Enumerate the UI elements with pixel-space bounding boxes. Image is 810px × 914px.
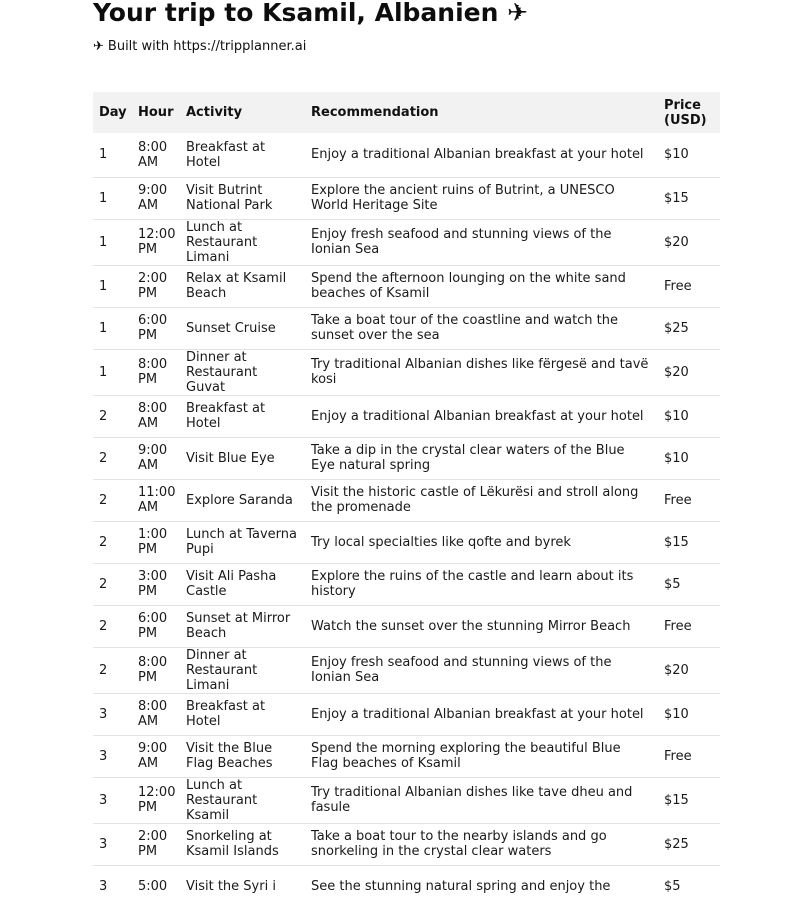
cell-activity: Breakfast at Hotel: [180, 693, 305, 735]
cell-activity: Dinner at Restaurant Limani: [180, 647, 305, 693]
table-row: [93, 349, 720, 395]
cell-hour: 3:00 PM: [132, 563, 180, 605]
cell-day: 1: [93, 177, 132, 219]
table-row: [93, 605, 720, 647]
table-row: [93, 177, 720, 219]
cell-activity: Sunset Cruise: [180, 307, 305, 349]
cell-activity: Lunch at Taverna Pupi: [180, 521, 305, 563]
cell-price: Free: [658, 735, 720, 777]
cell-recommendation: Enjoy fresh seafood and stunning views of the Ionian Sea: [305, 647, 658, 693]
cell-hour: 8:00 AM: [138, 139, 168, 170]
cell-hour: 2:00 PM: [132, 823, 180, 865]
cell-price: Free: [658, 479, 720, 521]
table-row: [93, 219, 720, 265]
cell-day: 3: [93, 693, 132, 735]
cell-recommendation: Enjoy a traditional Albanian breakfast at your hotel: [305, 693, 658, 735]
header-recommendation: Recommendation: [311, 105, 439, 120]
cell-price: $20: [658, 219, 720, 265]
table-row: [93, 777, 720, 823]
cell-price: $15: [658, 177, 720, 219]
cell-recommendation: Explore the ancient ruins of Butrint, a UNESCO World Heritage Site: [305, 177, 658, 219]
cell-day: 2: [93, 479, 132, 521]
cell-activity: Relax at Ksamil Beach: [180, 265, 305, 307]
cell-hour: 12:00 PM: [132, 219, 180, 265]
cell-recommendation: Try traditional Albanian dishes like tave dheu and fasule: [305, 777, 658, 823]
cell-day: 3: [93, 777, 132, 823]
header-hour: Hour: [138, 105, 174, 120]
cell-activity: Dinner at Restaurant Guvat: [180, 349, 305, 395]
table-row: [93, 647, 720, 693]
cell-hour: 9:00 AM: [132, 177, 180, 219]
cell-recommendation: Try local specialties like qofte and byrek: [305, 521, 658, 563]
cell-price: $25: [658, 307, 720, 349]
cell-recommendation: Visit the historic castle of Lëkurësi and stroll along the promenade: [305, 479, 658, 521]
cell-recommendation: Enjoy fresh seafood and stunning views of the Ionian Sea: [305, 219, 658, 265]
cell-day: 2: [93, 647, 132, 693]
cell-price: $5: [658, 865, 720, 907]
cell-price: $20: [658, 349, 720, 395]
cell-recommendation: Take a dip in the crystal clear waters of the Blue Eye natural spring: [305, 437, 658, 479]
built-with-line: [93, 38, 306, 56]
cell-day: 2: [93, 563, 132, 605]
cell-price: $15: [658, 777, 720, 823]
cell-activity: Explore Saranda: [180, 479, 305, 521]
cell-hour: 8:00 PM: [132, 647, 180, 693]
header-price: Price (USD): [664, 97, 707, 128]
table-row: [93, 437, 720, 479]
cell-hour: 2:00 PM: [132, 265, 180, 307]
table-row: [93, 865, 720, 907]
table-row: [93, 395, 720, 437]
cell-recommendation: Enjoy a traditional Albanian breakfast at your hotel: [311, 147, 644, 163]
header-activity: Activity: [186, 105, 243, 120]
page-title: Your trip to Ksamil, Albanien ✈: [93, 0, 529, 27]
cell-recommendation: Watch the sunset over the stunning Mirror Beach: [305, 605, 658, 647]
cell-recommendation: Take a boat tour to the nearby islands and go snorkeling in the crystal clear waters: [305, 823, 658, 865]
cell-price: $20: [658, 647, 720, 693]
cell-price: Free: [658, 605, 720, 647]
cell-price: $10: [664, 147, 689, 163]
table-row: [93, 693, 720, 735]
table-row: [93, 265, 720, 307]
cell-day: 3: [93, 735, 132, 777]
cell-day: 1: [93, 349, 132, 395]
cell-price: Free: [658, 265, 720, 307]
cell-hour: 6:00 PM: [132, 605, 180, 647]
cell-activity: Snorkeling at Ksamil Islands: [180, 823, 305, 865]
built-with-text: Built with https://tripplanner.ai: [107, 39, 307, 54]
cell-recommendation: Try traditional Albanian dishes like fërgesë and tavë kosi: [305, 349, 658, 395]
cell-activity: Breakfast at Hotel: [186, 139, 266, 170]
header-day: Day: [99, 105, 127, 120]
cell-day: 1: [93, 219, 132, 265]
cell-hour: 9:00 AM: [132, 437, 180, 479]
cell-hour: 8:00 AM: [132, 395, 180, 437]
table-row: [93, 307, 720, 349]
cell-activity: Lunch at Restaurant Ksamil: [180, 777, 305, 823]
cell-price: $15: [658, 521, 720, 563]
cell-activity: Visit Butrint National Park: [180, 177, 305, 219]
cell-activity: Lunch at Restaurant Limani: [180, 219, 305, 265]
table-row: [93, 735, 720, 777]
airplane-icon: ✈: [93, 39, 104, 54]
cell-hour: 12:00 PM: [132, 777, 180, 823]
cell-activity: Breakfast at Hotel: [180, 395, 305, 437]
cell-day: 1: [93, 265, 132, 307]
cell-hour: 8:00 PM: [132, 349, 180, 395]
cell-day: 2: [93, 605, 132, 647]
table-header-row: [93, 92, 720, 133]
cell-recommendation: Enjoy a traditional Albanian breakfast at your hotel: [305, 395, 658, 437]
cell-day: 3: [93, 865, 132, 907]
cell-hour: 8:00 AM: [132, 693, 180, 735]
table-row: [93, 521, 720, 563]
table-row: [93, 479, 720, 521]
cell-price: $10: [658, 437, 720, 479]
cell-activity: Visit the Syri i: [180, 865, 305, 907]
cell-hour: 9:00 AM: [132, 735, 180, 777]
cell-recommendation: Explore the ruins of the castle and learn about its history: [305, 563, 658, 605]
cell-price: $10: [658, 395, 720, 437]
cell-hour: 11:00 AM: [132, 479, 180, 521]
cell-hour: 1:00 PM: [132, 521, 180, 563]
cell-day: 2: [93, 437, 132, 479]
cell-recommendation: Spend the afternoon lounging on the white sand beaches of Ksamil: [305, 265, 658, 307]
cell-day: 2: [93, 395, 132, 437]
cell-day: 2: [93, 521, 132, 563]
cell-activity: Visit Ali Pasha Castle: [180, 563, 305, 605]
cell-price: $5: [658, 563, 720, 605]
cell-price: $10: [658, 693, 720, 735]
cell-recommendation: See the stunning natural spring and enjoy the: [305, 865, 658, 907]
cell-activity: Sunset at Mirror Beach: [180, 605, 305, 647]
cell-activity: Visit Blue Eye: [180, 437, 305, 479]
table-row: [93, 563, 720, 605]
cell-hour: 6:00 PM: [132, 307, 180, 349]
cell-recommendation: Spend the morning exploring the beautiful Blue Flag beaches of Ksamil: [305, 735, 658, 777]
cell-day: 3: [93, 823, 132, 865]
cell-price: $25: [658, 823, 720, 865]
cell-hour: 5:00: [132, 865, 180, 907]
cell-day: 1: [99, 147, 108, 163]
table-row: [93, 133, 720, 177]
cell-day: 1: [93, 307, 132, 349]
table-row: [93, 823, 720, 865]
itinerary-table: [93, 92, 720, 907]
cell-recommendation: Take a boat tour of the coastline and watch the sunset over the sea: [305, 307, 658, 349]
cell-activity: Visit the Blue Flag Beaches: [180, 735, 305, 777]
